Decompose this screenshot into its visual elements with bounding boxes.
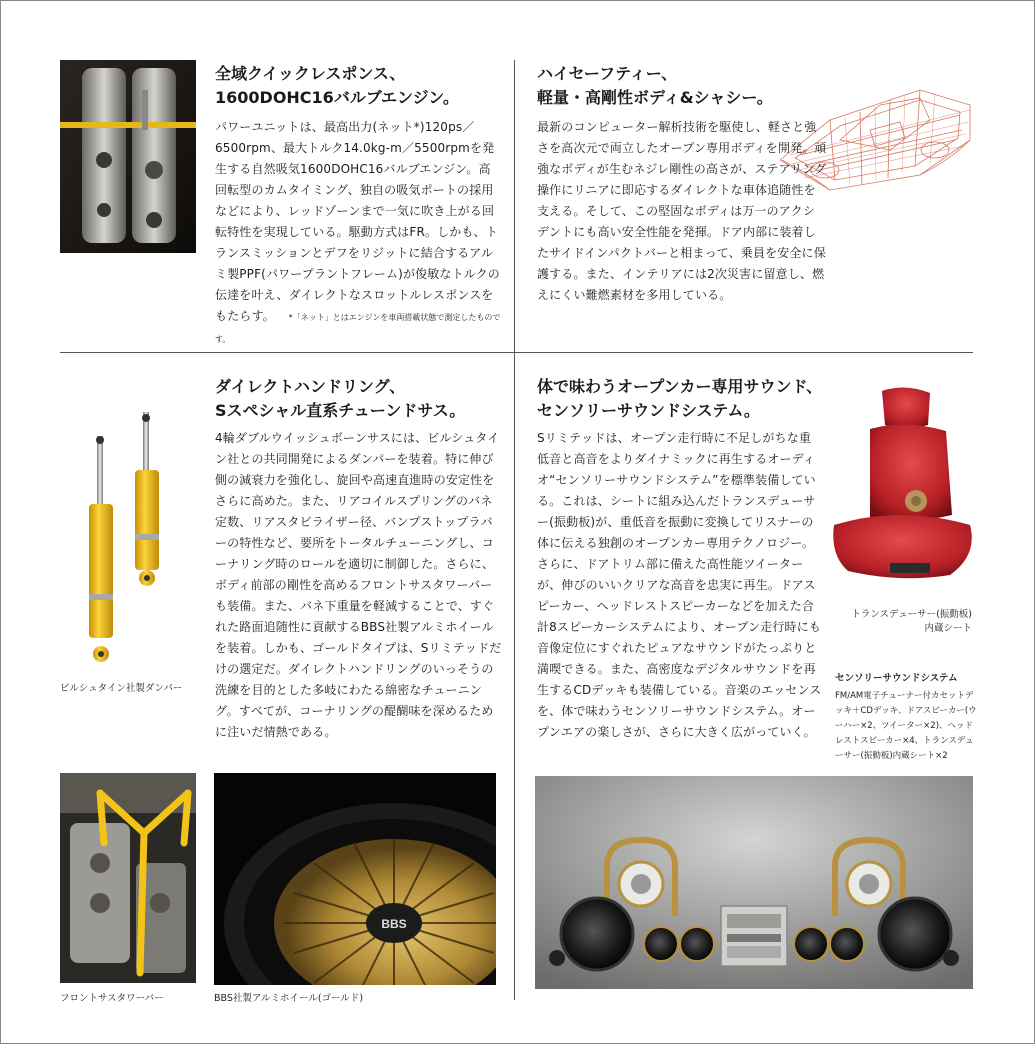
- engine-body-text: パワーユニットは、最高出力(ネット*)120ps／6500rpm、最大トルク14.0kg-m／5500rpmを発生する自然吸気1600DOHC16バルブエンジン。高回転型のカムタイミング、独自の吸気ポートの採用などにより、レッドゾーンまで一気に吹き上がる回転特性を実現している。駆動方式はFR。しかも、トランスミッションとデフをリジットに結合するアルミ製PPF(パワープラントフレーム)が俊敏なトルクの伝達を叶え、ダイレクトなスロットルレスポンスをもたらす。: [215, 120, 500, 323]
- vertical-divider: [514, 60, 515, 1000]
- body-chassis-title-line-2: 軽量・高剛性ボディ&シャシー。: [537, 88, 773, 107]
- seat-caption: [820, 608, 972, 636]
- engine-title: [215, 62, 505, 110]
- body-chassis-body-text: 最新のコンピューター解析技術を駆使し、軽さと強さを高次元で両立したオープン専用ボディを開発。頑強なボディが生むネジレ剛性の高さが、ステアリング操作にリニアに即応するダイレクトな車体追随性を支える。そして、この堅固なボディは万一のアクシデントにも高い安全性能を発揮。ドア内部に装着したサイドインパクトバーと相まって、乗員を安全に保護する。また、インテリアには2次災害に留意し、燃えにくい難燃素材を多用している。: [537, 120, 827, 302]
- body-chassis-body: [537, 117, 827, 306]
- bbs-wheel-photo: [214, 773, 496, 985]
- handling-body: [215, 428, 502, 743]
- sound-title: [537, 375, 837, 423]
- body-chassis-title: [537, 62, 797, 110]
- engine-title-line-2: 1600DOHC16バルブエンジン。: [215, 88, 459, 107]
- sound-system-caption-title: センソリーサウンドシステム: [835, 673, 958, 684]
- damper-photo: [85, 408, 175, 670]
- svg-text:BBS: BBS: [381, 917, 407, 931]
- audio-system-photo: [535, 776, 973, 989]
- sound-title-line-2: センソリーサウンドシステム。: [537, 401, 760, 420]
- red-seat-photo: [830, 385, 980, 585]
- body-chassis-title-line-1: ハイセーフティー、: [537, 64, 678, 83]
- sound-body-text: Sリミテッドは、オープン走行時に不足しがちな重低音と高音をよりダイナミックに再生するオーディオ“センソリーサウンドシステム”を標準装備している。これは、シートに組み込んだトランスデューサー(振動板)が、重低音を振動に変換してリスナーの体に伝える独創のオープンカー専用テクノロジー。さらに、ドアトリム部に備えた高性能ツイーターが、伸びのいいクリアな高音を忠実に再生。ドアスピーカー、ヘッドレストスピーカーなどを加えた合計8スピーカーシステムにより、オープン走行時にも音像定位にすぐれたピュアなサウンドがたっぷりと満喫できる。また、高密度なデジタルサウンドを再生するCDデッキも装備している。音楽のエッセンスを、体で味わうセンソリーサウンドシステム。オープンエアの楽しさが、さらに大きく広がっていく。: [537, 431, 822, 739]
- engine-title-line-1: 全域クイックレスポンス、: [215, 64, 406, 83]
- seat-caption-line-1: トランスデューサー(振動板): [851, 609, 972, 620]
- sound-system-caption-detail: FM/AM電子チューナー付カセットデッキ＋CDデッキ、ドアスピーカー(ウーハー×2、ツイーター×2)、ヘッドレストスピーカー×4、トランスデューサー(振動板)内蔵シート×2: [835, 691, 977, 761]
- handling-body-text: 4輪ダブルウイッシュボーンサスには、ビルシュタイン社との共同開発によるダンパーを装着。特に伸び側の減衰力を強化し、旋回や高速直進時の安定性をさらに高めた。また、リアコイルスプリングのバネ定数、リアスタビライザー径、バンプストップラバーの特性など、要所をトータルチューニングし、コーナリング時のロールを適切に制御した。さらに、ボディ前部の剛性を高めるフロントサスタワーバーも装備。また、バネ下重量を軽減することで、すぐれた路面追随性に貢献するBBS社製アルミホイールを装着。しかも、ゴールドタイプは、Sリミテッドだけの選定だ。ダイレクトハンドリングのいっそうの洗練を目的とした多岐にわたる綿密なチューニング。すべてが、コーナリングの醍醐味を深めるために注いだ情熱である。: [215, 431, 502, 739]
- engine-tower-bar-photo: [60, 773, 196, 983]
- wheel-caption: BBS社製アルミホイール(ゴールド): [214, 993, 364, 1004]
- engine-body: [215, 117, 502, 350]
- handling-title-line-1: ダイレクトハンドリング、: [215, 377, 406, 396]
- sound-system-caption: [835, 672, 980, 764]
- handling-title: [215, 375, 505, 423]
- tower-bar-caption: フロントサスタワーバー: [60, 993, 164, 1004]
- damper-caption: ビルシュタイン社製ダンパー: [60, 683, 183, 694]
- sound-title-line-1: 体で味わうオープンカー専用サウンド、: [537, 377, 823, 396]
- engine-photo: [60, 60, 196, 253]
- sound-body: [537, 428, 822, 743]
- engine-footnote: *「ネット」とはエンジンを車両搭載状態で測定したものです。: [215, 313, 501, 344]
- horizontal-divider: [60, 352, 973, 353]
- seat-caption-line-2: 内蔵シート: [924, 623, 972, 634]
- handling-title-line-2: Sスペシャル直系チューンドサス。: [215, 401, 466, 420]
